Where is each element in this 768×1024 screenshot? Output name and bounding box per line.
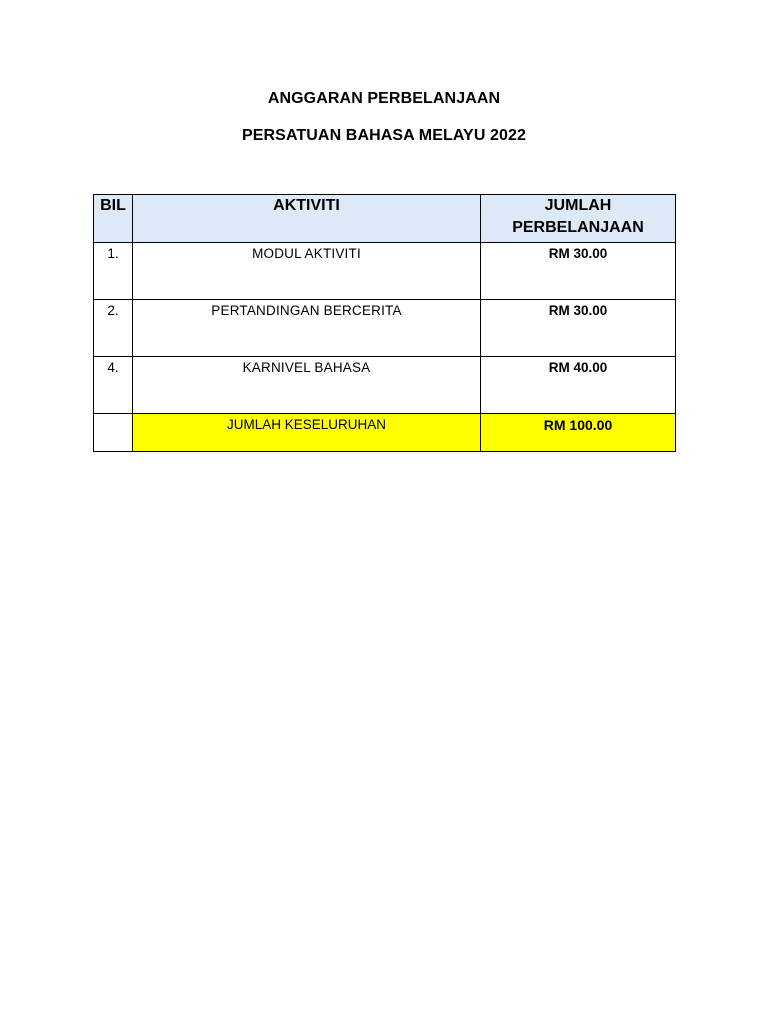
document-subtitle: PERSATUAN BAHASA MELAYU 2022 [241, 127, 527, 144]
total-bil-empty [94, 414, 133, 452]
row-bil: 2. [94, 300, 133, 357]
row-jumlah: RM 30.00 [481, 243, 676, 300]
header-aktiviti: AKTIVITI [133, 195, 481, 243]
row-aktiviti: PERTANDINGAN BERCERITA [133, 300, 481, 357]
row-aktiviti: KARNIVEL BAHASA [133, 357, 481, 414]
header-jumlah: JUMLAH PERBELANJAAN [481, 195, 676, 243]
table-row [94, 243, 676, 300]
row-aktiviti: MODUL AKTIVITI [133, 243, 481, 300]
row-bil: 4. [94, 357, 133, 414]
total-jumlah: RM 100.00 [481, 414, 676, 452]
row-bil: 1. [94, 243, 133, 300]
table-row [94, 300, 676, 357]
total-label: JUMLAH KESELURUHAN [133, 414, 481, 452]
row-jumlah: RM 30.00 [481, 300, 676, 357]
table-row [94, 357, 676, 414]
document-title: ANGGARAN PERBELANJAAN [267, 90, 501, 107]
budget-table [93, 194, 676, 452]
total-row [94, 414, 676, 452]
header-bil: BIL [94, 195, 133, 243]
row-jumlah: RM 40.00 [481, 357, 676, 414]
table-header-row [94, 195, 676, 243]
